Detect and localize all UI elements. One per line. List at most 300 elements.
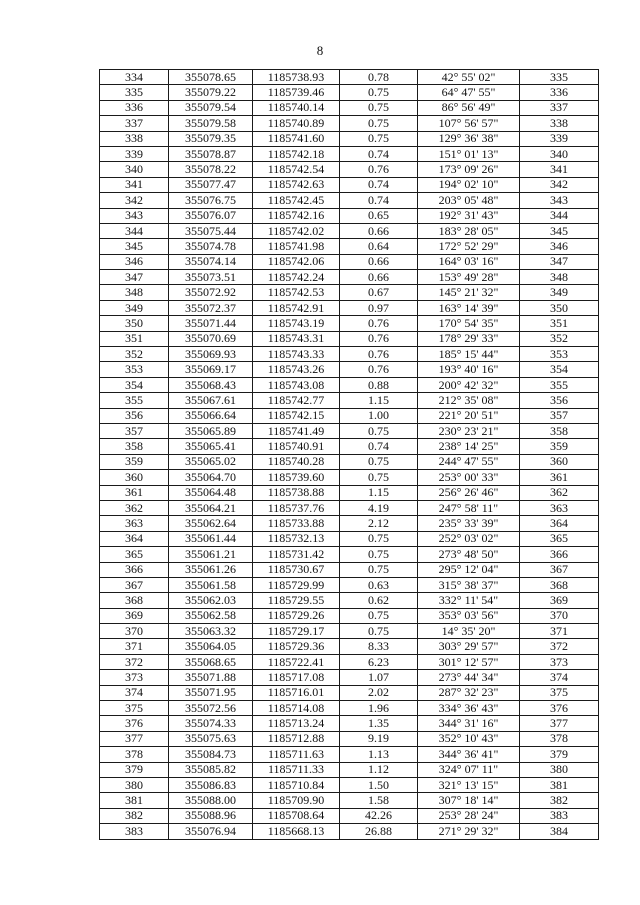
distance-cell: 0.74	[340, 193, 418, 208]
y-coordinate-cell: 1185731.42	[253, 547, 340, 562]
bearing-cell: 172° 52' 29"	[418, 239, 520, 254]
point-number-cell: 340	[100, 162, 169, 177]
table-row	[100, 531, 599, 546]
x-coordinate-cell: 355065.02	[169, 454, 253, 469]
table-row	[100, 793, 599, 808]
x-coordinate-cell: 355077.47	[169, 177, 253, 192]
next-point-cell: 365	[520, 531, 599, 546]
next-point-cell: 375	[520, 685, 599, 700]
next-point-cell: 376	[520, 701, 599, 716]
table-row	[100, 223, 599, 238]
y-coordinate-cell: 1185742.54	[253, 162, 340, 177]
y-coordinate-cell: 1185737.76	[253, 500, 340, 515]
distance-cell: 0.75	[340, 423, 418, 438]
next-point-cell: 383	[520, 808, 599, 823]
next-point-cell: 353	[520, 347, 599, 362]
bearing-cell: 253° 28' 24"	[418, 808, 520, 823]
next-point-cell: 379	[520, 747, 599, 762]
table-row	[100, 516, 599, 531]
x-coordinate-cell: 355071.88	[169, 670, 253, 685]
point-number-cell: 377	[100, 731, 169, 746]
distance-cell: 0.75	[340, 454, 418, 469]
point-number-cell: 378	[100, 747, 169, 762]
bearing-cell: 173° 09' 26"	[418, 162, 520, 177]
x-coordinate-cell: 355079.54	[169, 100, 253, 115]
x-coordinate-cell: 355076.94	[169, 824, 253, 839]
next-point-cell: 355	[520, 377, 599, 392]
y-coordinate-cell: 1185742.45	[253, 193, 340, 208]
y-coordinate-cell: 1185742.18	[253, 146, 340, 161]
point-number-cell: 334	[100, 70, 169, 85]
bearing-cell: 145° 21' 32"	[418, 285, 520, 300]
point-number-cell: 357	[100, 423, 169, 438]
table-row	[100, 100, 599, 115]
bearing-cell: 256° 26' 46"	[418, 485, 520, 500]
distance-cell: 0.76	[340, 162, 418, 177]
point-number-cell: 375	[100, 701, 169, 716]
bearing-cell: 247° 58' 11"	[418, 500, 520, 515]
table-row	[100, 624, 599, 639]
bearing-cell: 200° 42' 32"	[418, 377, 520, 392]
point-number-cell: 361	[100, 485, 169, 500]
x-coordinate-cell: 355088.96	[169, 808, 253, 823]
point-number-cell: 379	[100, 762, 169, 777]
next-point-cell: 350	[520, 300, 599, 315]
next-point-cell: 369	[520, 593, 599, 608]
x-coordinate-cell: 355063.32	[169, 624, 253, 639]
y-coordinate-cell: 1185712.88	[253, 731, 340, 746]
distance-cell: 0.75	[340, 116, 418, 131]
table-row	[100, 685, 599, 700]
table-row	[100, 131, 599, 146]
x-coordinate-cell: 355075.63	[169, 731, 253, 746]
point-number-cell: 342	[100, 193, 169, 208]
bearing-cell: 14° 35' 20"	[418, 624, 520, 639]
distance-cell: 0.74	[340, 439, 418, 454]
table-row	[100, 193, 599, 208]
distance-cell: 0.64	[340, 239, 418, 254]
x-coordinate-cell: 355079.58	[169, 116, 253, 131]
y-coordinate-cell: 1185711.63	[253, 747, 340, 762]
point-number-cell: 335	[100, 85, 169, 100]
next-point-cell: 347	[520, 254, 599, 269]
x-coordinate-cell: 355075.44	[169, 223, 253, 238]
table-row	[100, 116, 599, 131]
x-coordinate-cell: 355068.65	[169, 654, 253, 669]
bearing-cell: 235° 33' 39"	[418, 516, 520, 531]
next-point-cell: 340	[520, 146, 599, 161]
x-coordinate-cell: 355076.07	[169, 208, 253, 223]
page-number: 8	[316, 43, 324, 58]
distance-cell: 1.58	[340, 793, 418, 808]
distance-cell: 0.76	[340, 316, 418, 331]
distance-cell: 0.76	[340, 331, 418, 346]
distance-cell: 0.66	[340, 270, 418, 285]
x-coordinate-cell: 355072.56	[169, 701, 253, 716]
table-row	[100, 362, 599, 377]
table-row	[100, 577, 599, 592]
y-coordinate-cell: 1185739.46	[253, 85, 340, 100]
x-coordinate-cell: 355064.21	[169, 500, 253, 515]
point-number-cell: 380	[100, 777, 169, 792]
distance-cell: 0.76	[340, 362, 418, 377]
next-point-cell: 367	[520, 562, 599, 577]
next-point-cell: 358	[520, 423, 599, 438]
table-row	[100, 177, 599, 192]
x-coordinate-cell: 355061.44	[169, 531, 253, 546]
x-coordinate-cell: 355068.43	[169, 377, 253, 392]
distance-cell: 9.19	[340, 731, 418, 746]
distance-cell: 0.75	[340, 100, 418, 115]
x-coordinate-cell: 355067.61	[169, 393, 253, 408]
x-coordinate-cell: 355073.51	[169, 270, 253, 285]
distance-cell: 1.13	[340, 747, 418, 762]
x-coordinate-cell: 355070.69	[169, 331, 253, 346]
table-row	[100, 731, 599, 746]
distance-cell: 1.96	[340, 701, 418, 716]
distance-cell: 0.88	[340, 377, 418, 392]
distance-cell: 0.66	[340, 223, 418, 238]
x-coordinate-cell: 355072.92	[169, 285, 253, 300]
point-number-cell: 339	[100, 146, 169, 161]
y-coordinate-cell: 1185738.88	[253, 485, 340, 500]
distance-cell: 26.88	[340, 824, 418, 839]
table-row	[100, 70, 599, 85]
next-point-cell: 366	[520, 547, 599, 562]
table-row	[100, 285, 599, 300]
distance-cell: 0.75	[340, 531, 418, 546]
bearing-cell: 185° 15' 44"	[418, 347, 520, 362]
bearing-cell: 107° 56' 57"	[418, 116, 520, 131]
table-row	[100, 454, 599, 469]
next-point-cell: 382	[520, 793, 599, 808]
bearing-cell: 273° 44' 34"	[418, 670, 520, 685]
distance-cell: 0.97	[340, 300, 418, 315]
point-number-cell: 355	[100, 393, 169, 408]
x-coordinate-cell: 355066.64	[169, 408, 253, 423]
next-point-cell: 361	[520, 470, 599, 485]
next-point-cell: 371	[520, 624, 599, 639]
table-row	[100, 316, 599, 331]
table-row	[100, 239, 599, 254]
y-coordinate-cell: 1185739.60	[253, 470, 340, 485]
point-number-cell: 350	[100, 316, 169, 331]
distance-cell: 0.78	[340, 70, 418, 85]
next-point-cell: 372	[520, 639, 599, 654]
bearing-cell: 307° 18' 14"	[418, 793, 520, 808]
x-coordinate-cell: 355065.89	[169, 423, 253, 438]
point-number-cell: 351	[100, 331, 169, 346]
x-coordinate-cell: 355061.21	[169, 547, 253, 562]
point-number-cell: 374	[100, 685, 169, 700]
y-coordinate-cell: 1185729.26	[253, 608, 340, 623]
x-coordinate-cell: 355078.65	[169, 70, 253, 85]
distance-cell: 2.02	[340, 685, 418, 700]
point-number-cell: 346	[100, 254, 169, 269]
y-coordinate-cell: 1185717.08	[253, 670, 340, 685]
point-number-cell: 367	[100, 577, 169, 592]
table-row	[100, 701, 599, 716]
point-number-cell: 382	[100, 808, 169, 823]
point-number-cell: 352	[100, 347, 169, 362]
next-point-cell: 362	[520, 485, 599, 500]
next-point-cell: 363	[520, 500, 599, 515]
y-coordinate-cell: 1185743.19	[253, 316, 340, 331]
distance-cell: 1.00	[340, 408, 418, 423]
coordinates-table-body	[100, 70, 599, 840]
x-coordinate-cell: 355074.33	[169, 716, 253, 731]
x-coordinate-cell: 355064.48	[169, 485, 253, 500]
y-coordinate-cell: 1185743.33	[253, 347, 340, 362]
distance-cell: 0.63	[340, 577, 418, 592]
bearing-cell: 238° 14' 25"	[418, 439, 520, 454]
table-row	[100, 485, 599, 500]
next-point-cell: 348	[520, 270, 599, 285]
distance-cell: 8.33	[340, 639, 418, 654]
distance-cell: 1.07	[340, 670, 418, 685]
bearing-cell: 42° 55' 02"	[418, 70, 520, 85]
point-number-cell: 359	[100, 454, 169, 469]
table-row	[100, 824, 599, 839]
x-coordinate-cell: 355062.03	[169, 593, 253, 608]
x-coordinate-cell: 355064.05	[169, 639, 253, 654]
point-number-cell: 356	[100, 408, 169, 423]
point-number-cell: 363	[100, 516, 169, 531]
bearing-cell: 244° 47' 55"	[418, 454, 520, 469]
next-point-cell: 370	[520, 608, 599, 623]
distance-cell: 0.67	[340, 285, 418, 300]
y-coordinate-cell: 1185714.08	[253, 701, 340, 716]
bearing-cell: 163° 14' 39"	[418, 300, 520, 315]
distance-cell: 1.12	[340, 762, 418, 777]
table-row	[100, 470, 599, 485]
point-number-cell: 376	[100, 716, 169, 731]
distance-cell: 2.12	[340, 516, 418, 531]
table-row	[100, 747, 599, 762]
x-coordinate-cell: 355069.93	[169, 347, 253, 362]
next-point-cell: 377	[520, 716, 599, 731]
next-point-cell: 343	[520, 193, 599, 208]
next-point-cell: 360	[520, 454, 599, 469]
point-number-cell: 353	[100, 362, 169, 377]
y-coordinate-cell: 1185742.15	[253, 408, 340, 423]
point-number-cell: 381	[100, 793, 169, 808]
bearing-cell: 86° 56' 49"	[418, 100, 520, 115]
bearing-cell: 212° 35' 08"	[418, 393, 520, 408]
y-coordinate-cell: 1185742.06	[253, 254, 340, 269]
point-number-cell: 349	[100, 300, 169, 315]
point-number-cell: 358	[100, 439, 169, 454]
next-point-cell: 373	[520, 654, 599, 669]
bearing-cell: 334° 36' 43"	[418, 701, 520, 716]
y-coordinate-cell: 1185711.33	[253, 762, 340, 777]
y-coordinate-cell: 1185742.16	[253, 208, 340, 223]
y-coordinate-cell: 1185716.01	[253, 685, 340, 700]
y-coordinate-cell: 1185732.13	[253, 531, 340, 546]
point-number-cell: 348	[100, 285, 169, 300]
y-coordinate-cell: 1185738.93	[253, 70, 340, 85]
table-row	[100, 562, 599, 577]
x-coordinate-cell: 355061.58	[169, 577, 253, 592]
bearing-cell: 129° 36' 38"	[418, 131, 520, 146]
x-coordinate-cell: 355071.44	[169, 316, 253, 331]
bearing-cell: 252° 03' 02"	[418, 531, 520, 546]
y-coordinate-cell: 1185740.89	[253, 116, 340, 131]
bearing-cell: 271° 29' 32"	[418, 824, 520, 839]
distance-cell: 0.75	[340, 608, 418, 623]
distance-cell: 0.76	[340, 347, 418, 362]
table-row	[100, 670, 599, 685]
bearing-cell: 353° 03' 56"	[418, 608, 520, 623]
distance-cell: 0.75	[340, 470, 418, 485]
bearing-cell: 164° 03' 16"	[418, 254, 520, 269]
distance-cell: 1.15	[340, 485, 418, 500]
point-number-cell: 383	[100, 824, 169, 839]
point-number-cell: 365	[100, 547, 169, 562]
point-number-cell: 341	[100, 177, 169, 192]
y-coordinate-cell: 1185722.41	[253, 654, 340, 669]
x-coordinate-cell: 355064.70	[169, 470, 253, 485]
next-point-cell: 336	[520, 85, 599, 100]
table-row	[100, 162, 599, 177]
bearing-cell: 151° 01' 13"	[418, 146, 520, 161]
bearing-cell: 64° 47' 55"	[418, 85, 520, 100]
table-row	[100, 393, 599, 408]
bearing-cell: 321° 13' 15"	[418, 777, 520, 792]
next-point-cell: 378	[520, 731, 599, 746]
y-coordinate-cell: 1185742.77	[253, 393, 340, 408]
distance-cell: 0.74	[340, 177, 418, 192]
point-number-cell: 371	[100, 639, 169, 654]
y-coordinate-cell: 1185742.02	[253, 223, 340, 238]
x-coordinate-cell: 355086.83	[169, 777, 253, 792]
table-row	[100, 146, 599, 161]
table-row	[100, 639, 599, 654]
distance-cell: 0.74	[340, 146, 418, 161]
bearing-cell: 170° 54' 35"	[418, 316, 520, 331]
distance-cell: 0.75	[340, 131, 418, 146]
y-coordinate-cell: 1185743.26	[253, 362, 340, 377]
next-point-cell: 368	[520, 577, 599, 592]
point-number-cell: 354	[100, 377, 169, 392]
point-number-cell: 370	[100, 624, 169, 639]
x-coordinate-cell: 355076.75	[169, 193, 253, 208]
next-point-cell: 384	[520, 824, 599, 839]
table-row	[100, 347, 599, 362]
next-point-cell: 345	[520, 223, 599, 238]
table-row	[100, 654, 599, 669]
bearing-cell: 203° 05' 48"	[418, 193, 520, 208]
next-point-cell: 352	[520, 331, 599, 346]
distance-cell: 1.35	[340, 716, 418, 731]
table-row	[100, 377, 599, 392]
y-coordinate-cell: 1185729.55	[253, 593, 340, 608]
y-coordinate-cell: 1185741.98	[253, 239, 340, 254]
point-number-cell: 347	[100, 270, 169, 285]
bearing-cell: 324° 07' 11"	[418, 762, 520, 777]
bearing-cell: 332° 11' 54"	[418, 593, 520, 608]
distance-cell: 0.75	[340, 547, 418, 562]
y-coordinate-cell: 1185729.17	[253, 624, 340, 639]
next-point-cell: 335	[520, 70, 599, 85]
point-number-cell: 338	[100, 131, 169, 146]
bearing-cell: 303° 29' 57"	[418, 639, 520, 654]
bearing-cell: 193° 40' 16"	[418, 362, 520, 377]
y-coordinate-cell: 1185709.90	[253, 793, 340, 808]
table-row	[100, 762, 599, 777]
bearing-cell: 301° 12' 57"	[418, 654, 520, 669]
point-number-cell: 368	[100, 593, 169, 608]
next-point-cell: 344	[520, 208, 599, 223]
distance-cell: 4.19	[340, 500, 418, 515]
point-number-cell: 343	[100, 208, 169, 223]
bearing-cell: 295° 12' 04"	[418, 562, 520, 577]
y-coordinate-cell: 1185668.13	[253, 824, 340, 839]
y-coordinate-cell: 1185743.31	[253, 331, 340, 346]
y-coordinate-cell: 1185741.49	[253, 423, 340, 438]
table-row	[100, 300, 599, 315]
distance-cell: 1.50	[340, 777, 418, 792]
point-number-cell: 337	[100, 116, 169, 131]
point-number-cell: 364	[100, 531, 169, 546]
y-coordinate-cell: 1185730.67	[253, 562, 340, 577]
point-number-cell: 362	[100, 500, 169, 515]
next-point-cell: 349	[520, 285, 599, 300]
y-coordinate-cell: 1185740.28	[253, 454, 340, 469]
distance-cell: 0.75	[340, 85, 418, 100]
next-point-cell: 359	[520, 439, 599, 454]
x-coordinate-cell: 355078.87	[169, 146, 253, 161]
table-row	[100, 408, 599, 423]
y-coordinate-cell: 1185742.24	[253, 270, 340, 285]
bearing-cell: 230° 23' 21"	[418, 423, 520, 438]
y-coordinate-cell: 1185742.53	[253, 285, 340, 300]
next-point-cell: 339	[520, 131, 599, 146]
y-coordinate-cell: 1185708.64	[253, 808, 340, 823]
y-coordinate-cell: 1185742.63	[253, 177, 340, 192]
x-coordinate-cell: 355078.22	[169, 162, 253, 177]
table-row	[100, 500, 599, 515]
bearing-cell: 194° 02' 10"	[418, 177, 520, 192]
table-row	[100, 85, 599, 100]
x-coordinate-cell: 355069.17	[169, 362, 253, 377]
y-coordinate-cell: 1185740.14	[253, 100, 340, 115]
point-number-cell: 360	[100, 470, 169, 485]
point-number-cell: 366	[100, 562, 169, 577]
y-coordinate-cell: 1185740.91	[253, 439, 340, 454]
next-point-cell: 337	[520, 100, 599, 115]
table-row	[100, 439, 599, 454]
y-coordinate-cell: 1185713.24	[253, 716, 340, 731]
bearing-cell: 344° 36' 41"	[418, 747, 520, 762]
distance-cell: 0.65	[340, 208, 418, 223]
bearing-cell: 273° 48' 50"	[418, 547, 520, 562]
table-row	[100, 777, 599, 792]
x-coordinate-cell: 355074.14	[169, 254, 253, 269]
point-number-cell: 373	[100, 670, 169, 685]
point-number-cell: 345	[100, 239, 169, 254]
distance-cell: 0.62	[340, 593, 418, 608]
x-coordinate-cell: 355088.00	[169, 793, 253, 808]
point-number-cell: 369	[100, 608, 169, 623]
y-coordinate-cell: 1185743.08	[253, 377, 340, 392]
x-coordinate-cell: 355065.41	[169, 439, 253, 454]
bearing-cell: 153° 49' 28"	[418, 270, 520, 285]
x-coordinate-cell: 355084.73	[169, 747, 253, 762]
table-row	[100, 716, 599, 731]
next-point-cell: 346	[520, 239, 599, 254]
table-row	[100, 547, 599, 562]
